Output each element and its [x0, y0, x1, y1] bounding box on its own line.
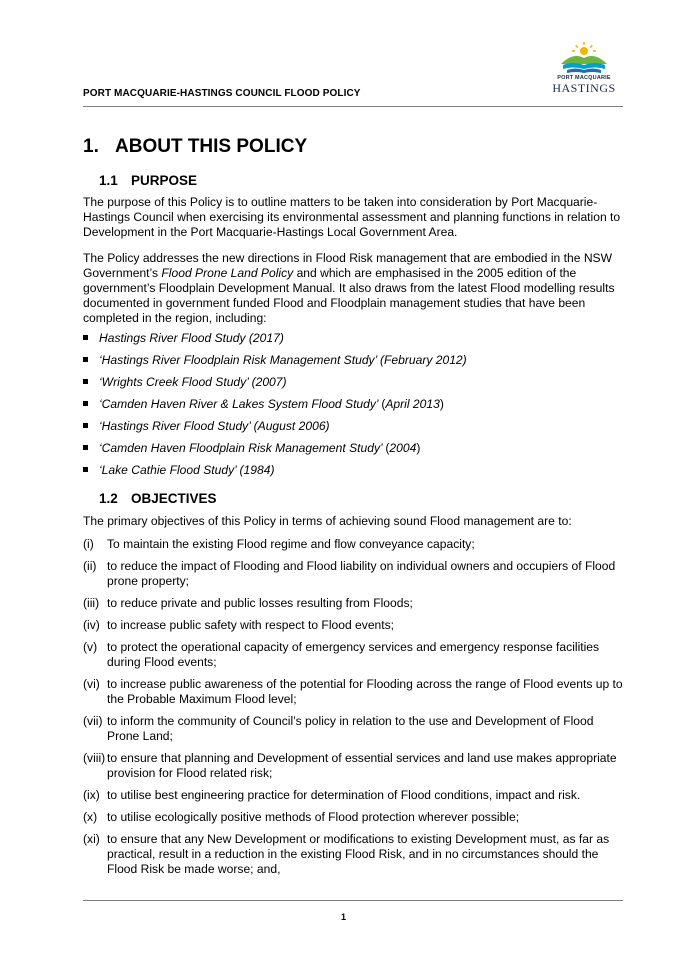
objectives-heading: [99, 491, 217, 506]
bullet-square-icon: [83, 423, 88, 428]
list-item: ‘Camden Haven River & Lakes System Flood Study’ (April 2013): [83, 397, 623, 419]
objectives-title: OBJECTIVES: [131, 491, 217, 506]
bullet-square-icon: [83, 445, 88, 450]
logo-text-port-macquarie: PORT MACQUARIE: [557, 75, 611, 81]
list-item: (iv) to increase public safety with respect to Flood events;: [83, 618, 395, 632]
purpose-paragraph-2-text-b: and which are emphasised in the 2005 edition of the government’s Floodplain Development Manual. It also draws from the latest Flood modelling results documented in government funded Flood and Floodplain management studies that have been completed in the region, including:: [83, 266, 615, 325]
list-item: (xi) to ensure that any New Development or modifications to existing Development must, as far as practical, result in a reduction in the existing Flood Risk, and in no circumstances should the Flood Risk be made worse; and,: [83, 832, 610, 876]
list-item: (i) To maintain the existing Flood regime and flow conveyance capacity;: [83, 537, 475, 551]
list-item: ‘Hastings River Flood Study’ (August 2006): [83, 419, 623, 441]
flood-prone-land-policy-title: Flood Prone Land Policy: [161, 266, 294, 280]
section-title: ABOUT THIS POLICY: [115, 136, 308, 157]
objectives-intro: The primary objectives of this Policy in terms of achieving sound Flood management are to:: [83, 514, 572, 528]
purpose-title: PURPOSE: [131, 173, 198, 188]
list-item: (viii) to ensure that planning and Development of essential services and land use makes appropriate provision for Flood related risk;: [83, 751, 617, 780]
section-number: 1.: [83, 136, 99, 157]
section-heading: [83, 136, 307, 158]
bullet-square-icon: [83, 335, 88, 340]
purpose-paragraph-1: The purpose of this Policy is to outline matters to be taken into consideration by Port Macquarie-Hastings Council when exercising its environmental assessment and planning functions in relation to Development in the Port Macquarie-Hastings Local Government Area.: [83, 195, 621, 239]
list-item: ‘Lake Cathie Flood Study’ (1984): [83, 463, 623, 485]
objectives-list: [83, 537, 623, 884]
purpose-number: 1.1: [99, 173, 118, 188]
bullet-square-icon: [83, 467, 88, 472]
bullet-square-icon: [83, 357, 88, 362]
bullet-square-icon: [83, 379, 88, 384]
purpose-paragraph-2: [83, 251, 623, 326]
objectives-number: 1.2: [99, 491, 118, 506]
list-item: (ix) to utilise best engineering practice for determination of Flood conditions, impact and risk.: [83, 788, 581, 802]
list-item: (ii) to reduce the impact of Flooding and Flood liability on individual owners and occupiers of Flood prone property;: [83, 559, 616, 588]
list-item: (v) to protect the operational capacity of emergency services and emergency response facilities during Flood events;: [83, 640, 600, 669]
flood-studies-list: [83, 331, 623, 485]
list-item: (vii) to inform the community of Council’s policy in relation to the use and Development of Flood Prone Land;: [83, 714, 594, 743]
footer-divider: [83, 900, 623, 901]
list-item: ‘Hastings River Floodplain Risk Management Study’ (February 2012): [83, 353, 623, 375]
list-item: (iii) to reduce private and public losses resulting from Floods;: [83, 596, 413, 610]
list-item: ‘Camden Haven Floodplain Risk Management Study’ (2004): [83, 441, 623, 463]
council-logo: [551, 42, 617, 94]
page-number: 1: [340, 912, 346, 922]
purpose-heading: [99, 173, 197, 188]
header-divider: [83, 106, 623, 107]
purpose-paragraph-2-text-a: The Policy addresses the new directions in Flood Risk management that are embodied in the NSW Government’s: [83, 251, 613, 280]
list-item: (x) to utilise ecologically positive methods of Flood protection wherever possible;: [83, 810, 520, 824]
document-header-title: PORT MACQUARIE-HASTINGS COUNCIL FLOOD POLICY: [83, 88, 361, 99]
list-item: ‘Wrights Creek Flood Study’ (2007): [83, 375, 623, 397]
list-item: Hastings River Flood Study (2017): [83, 331, 623, 353]
list-item: (vi) to increase public awareness of the potential for Flooding across the range of Flood events up to the Probable Maximum Flood level;: [83, 677, 623, 706]
logo-text-hastings: HASTINGS: [552, 81, 616, 95]
sun-hills-logo-icon: [551, 42, 617, 76]
bullet-square-icon: [83, 401, 88, 406]
